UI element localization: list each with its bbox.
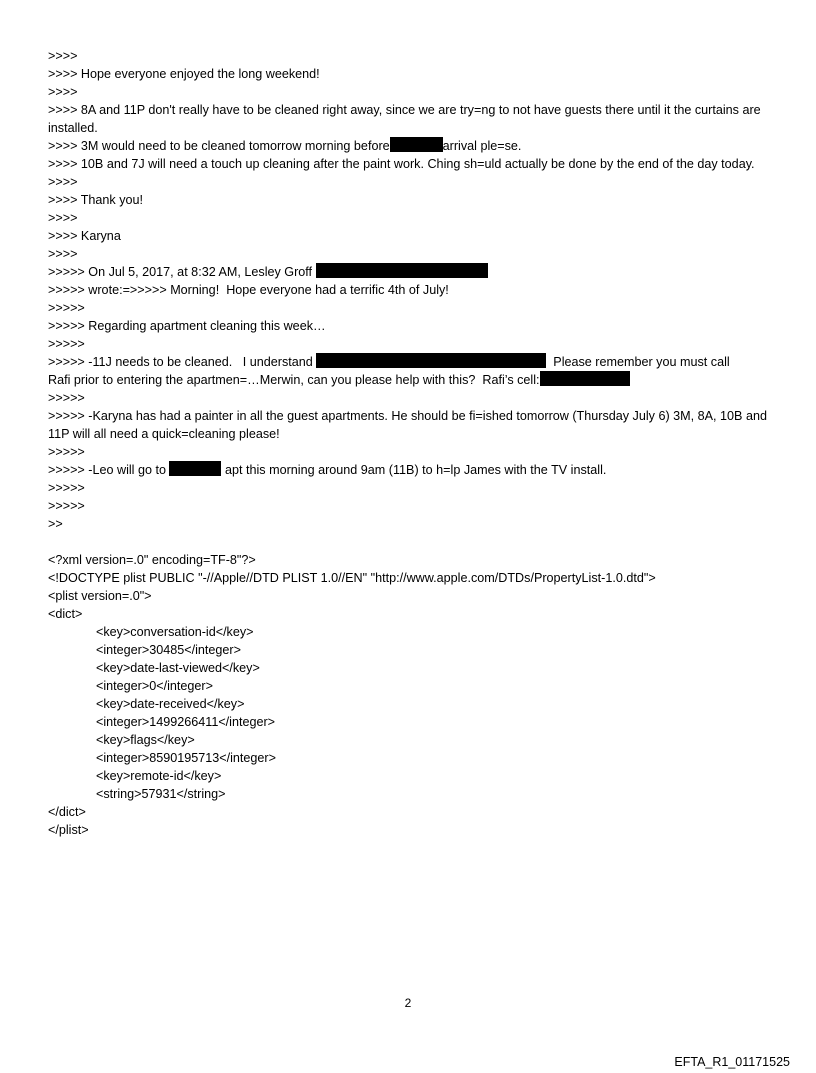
- plist-line: <key>date-last-viewed</key>: [96, 661, 260, 675]
- quoted-line: >>>>>: [48, 499, 85, 513]
- quoted-line: >>>>>: [48, 391, 85, 405]
- quoted-line: >>>> Thank you!: [48, 193, 143, 207]
- plist-line: <key>remote-id</key>: [96, 769, 222, 783]
- quoted-line: >>>>>: [48, 445, 85, 459]
- quoted-line-with-redaction: [48, 353, 776, 371]
- plist-line: </dict>: [48, 805, 86, 819]
- quoted-line: >>>>: [48, 85, 78, 99]
- plist-line: <!DOCTYPE plist PUBLIC "-//Apple//DTD PLIST 1.0//EN" "http://www.apple.com/DTDs/PropertyList-1.0.dtd">: [48, 571, 656, 585]
- plist-line: <key>conversation-id</key>: [96, 625, 254, 639]
- plist-line: <integer>0</integer>: [96, 679, 213, 693]
- quoted-line: >>>> 10B and 7J will need a touch up cleaning after the paint work. Ching sh=uld actually be done by the end of the day today.: [48, 157, 755, 171]
- quoted-line: >>>>>: [48, 481, 85, 495]
- bates-number: EFTA_R1_01171525: [674, 1055, 790, 1069]
- quoted-line-with-redaction: [48, 461, 776, 479]
- plist-line: </plist>: [48, 823, 89, 837]
- quoted-text: >>>>> -Leo will go to: [48, 463, 166, 477]
- quoted-line: >>>> 8A and 11P don't really have to be cleaned right away, since we are try=ng to not have guests there until it the curtains are installed.: [48, 103, 761, 135]
- quoted-line: >>>>> wrote:=>>>>> Morning! Hope everyone had a terrific 4th of July!: [48, 283, 449, 297]
- quoted-text: Rafi prior to entering the apartmen=…Merwin, can you please help with this? Rafi’s cell:: [48, 373, 540, 387]
- quoted-line: >>>>> -Karyna has had a painter in all the guest apartments. He should be fi=ished tomorrow (Thursday July 6) 3M, 8A, 10B and 11P will all need a quick=cleaning please!: [48, 409, 767, 441]
- plist-line: <integer>1499266411</integer>: [96, 715, 276, 729]
- quoted-text: apt this morning around 9am (11B) to h=lp James with the TV install.: [224, 463, 607, 477]
- quoted-text: >>>>> On Jul 5, 2017, at 8:32 AM, Lesley Groff: [48, 265, 313, 279]
- plist-line: <integer>30485</integer>: [96, 643, 241, 657]
- plist-line: <integer>8590195713</integer>: [96, 751, 276, 765]
- quoted-line: >>>>: [48, 247, 78, 261]
- redaction-box: [540, 371, 630, 386]
- quoted-line: >>>>: [48, 49, 78, 63]
- plist-line: <dict>: [48, 607, 83, 621]
- quoted-text: arrival ple=se.: [442, 139, 522, 153]
- redaction-box: [316, 353, 546, 368]
- quoted-text: Please remember you must call: [553, 355, 730, 369]
- redaction-box: [316, 263, 488, 278]
- quoted-line: >>: [48, 517, 63, 531]
- quoted-line: >>>> Karyna: [48, 229, 121, 243]
- quoted-line-with-redaction: [48, 137, 776, 155]
- quoted-line: >>>> Hope everyone enjoyed the long weekend!: [48, 67, 320, 81]
- page-number: 2: [404, 996, 412, 1010]
- plist-line: <?xml version=.0" encoding=TF-8"?>: [48, 553, 256, 567]
- plist-line: <plist version=.0">: [48, 589, 152, 603]
- document-body: [48, 47, 776, 839]
- plist-line: <key>date-received</key>: [96, 697, 245, 711]
- plist-line: <key>flags</key>: [96, 733, 195, 747]
- redaction-box: [169, 461, 221, 476]
- quoted-line: >>>>>: [48, 337, 85, 351]
- quoted-text: >>>> 3M would need to be cleaned tomorrow morning before: [48, 139, 390, 153]
- quoted-text: >>>>> -11J needs to be cleaned. I understand: [48, 355, 313, 369]
- quoted-line: >>>>: [48, 175, 78, 189]
- quoted-line: >>>>> Regarding apartment cleaning this week…: [48, 319, 326, 333]
- spacer: [48, 533, 776, 551]
- quoted-line: >>>>: [48, 211, 78, 225]
- quoted-line-with-redaction: [48, 263, 776, 281]
- quoted-line: >>>>>: [48, 301, 85, 315]
- quoted-line-with-redaction: [48, 371, 776, 389]
- plist-line: <string>57931</string>: [96, 787, 226, 801]
- redaction-box: [390, 137, 443, 152]
